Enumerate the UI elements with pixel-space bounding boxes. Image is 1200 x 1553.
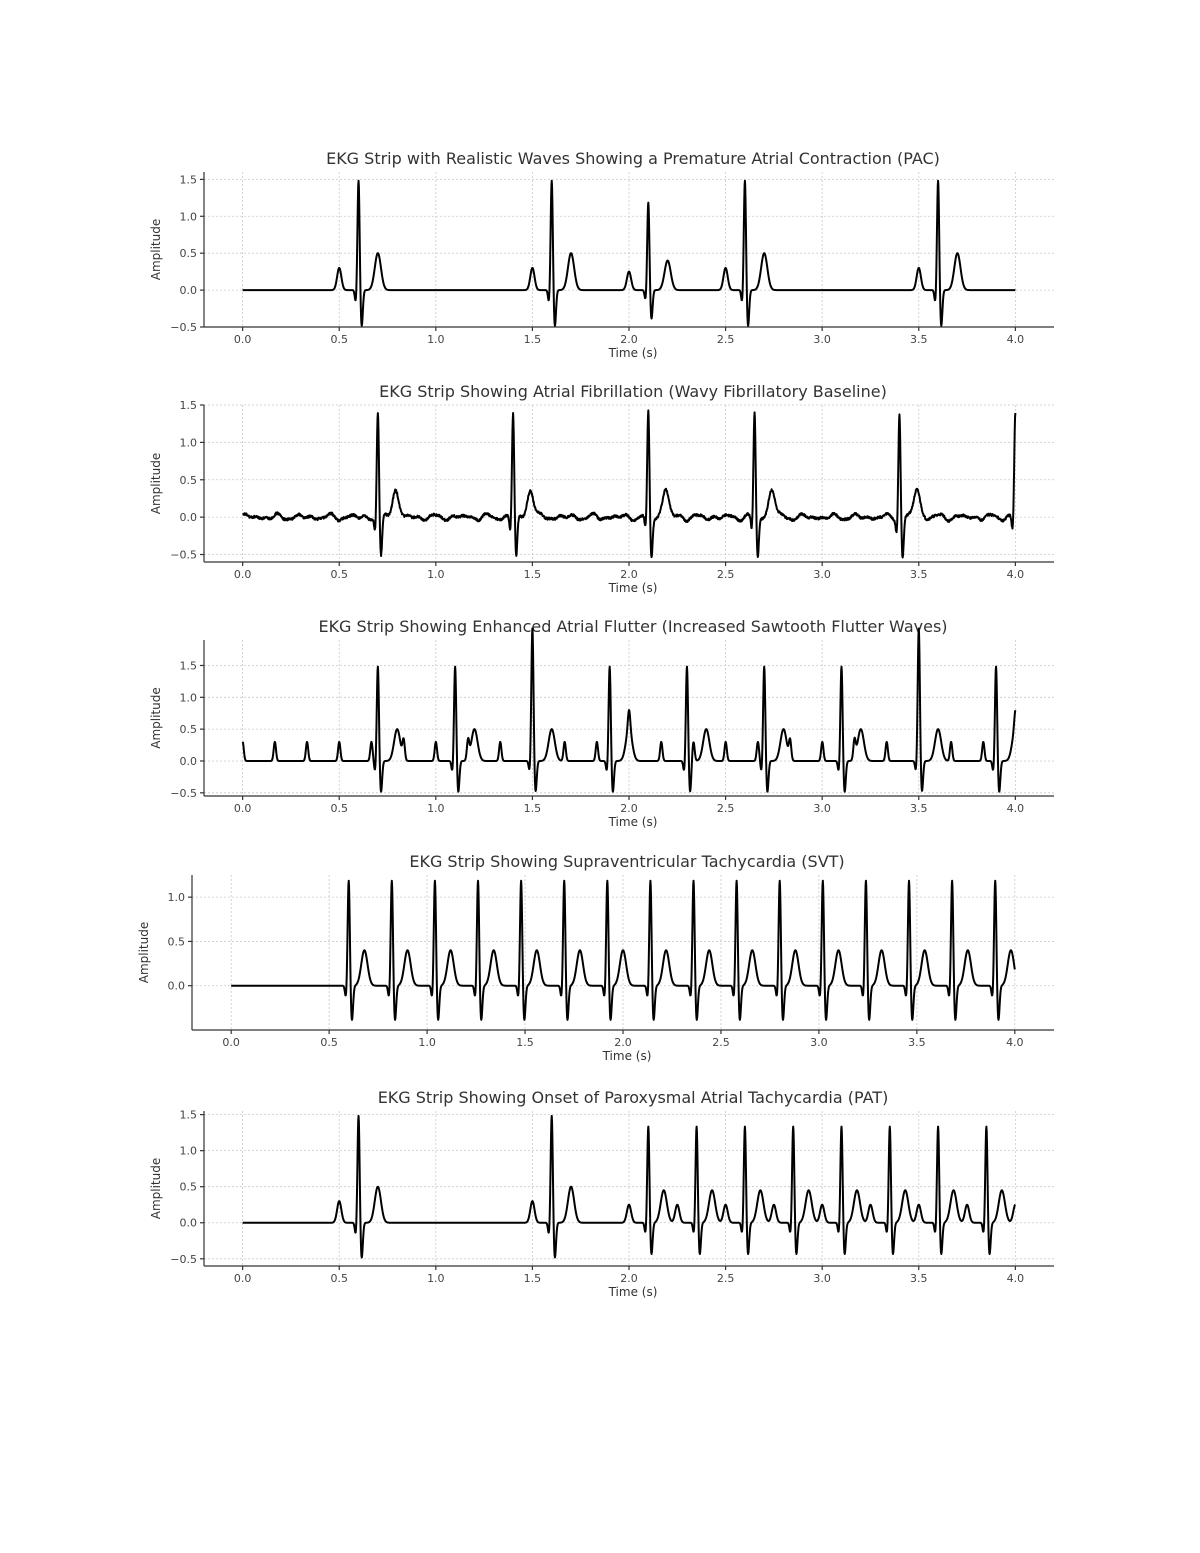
chart-title: EKG Strip Showing Onset of Paroxysmal Atrial Tachycardia (PAT) — [377, 1088, 889, 1107]
x-tick-label: 3.0 — [810, 1036, 828, 1049]
ekg-trace — [243, 410, 1016, 557]
x-tick-label: 0.5 — [330, 333, 348, 346]
x-tick-label: 1.5 — [523, 333, 542, 346]
chart-title: EKG Strip with Realistic Waves Showing a Premature Atrial Contraction (PAC) — [326, 149, 940, 168]
x-tick-label: 2.0 — [620, 333, 638, 346]
x-tick-label: 1.5 — [523, 1272, 542, 1285]
x-tick-label: 2.0 — [620, 1272, 638, 1285]
x-tick-label: 0.0 — [233, 1272, 252, 1285]
x-tick-label: 2.0 — [620, 568, 638, 581]
x-tick-label: 3.0 — [813, 1272, 831, 1285]
y-tick-label: 1.0 — [167, 891, 185, 905]
y-tick-label: 0.0 — [179, 1216, 197, 1230]
y-tick-label: 0.0 — [179, 511, 197, 525]
x-tick-label: 0.0 — [233, 802, 252, 815]
y-tick-label: 1.5 — [179, 1108, 197, 1122]
x-tick-label: 0.0 — [233, 333, 252, 346]
y-tick-label: 1.5 — [179, 659, 197, 673]
x-tick-label: 3.5 — [910, 333, 928, 346]
x-tick-label: 1.5 — [523, 802, 542, 815]
y-tick-label: −0.5 — [170, 321, 197, 334]
x-tick-label: 2.5 — [716, 802, 735, 815]
x-tick-label: 2.5 — [716, 568, 735, 581]
x-tick-label: 3.5 — [910, 568, 928, 581]
x-axis-label: Time (s) — [608, 346, 658, 360]
x-tick-label: 4.0 — [1006, 1036, 1024, 1049]
chart-1 — [149, 149, 1054, 360]
x-tick-label: 0.5 — [330, 802, 348, 815]
x-tick-label: 0.5 — [320, 1036, 338, 1049]
y-tick-label: 1.0 — [179, 1144, 197, 1158]
x-axis-label: Time (s) — [608, 1285, 658, 1299]
x-tick-label: 3.0 — [813, 802, 831, 815]
chart-4 — [137, 852, 1054, 1063]
y-tick-label: 0.5 — [179, 1180, 197, 1194]
y-tick-label: 0.0 — [179, 754, 197, 768]
x-tick-label: 3.5 — [910, 1272, 928, 1285]
chart-title: EKG Strip Showing Enhanced Atrial Flutter (Increased Sawtooth Flutter Waves) — [318, 617, 948, 636]
chart-title: EKG Strip Showing Supraventricular Tachycardia (SVT) — [409, 852, 845, 871]
x-tick-label: 0.0 — [222, 1036, 240, 1049]
x-axis-label: Time (s) — [602, 1049, 652, 1063]
y-tick-label: 1.5 — [179, 173, 197, 187]
y-tick-label: 0.0 — [179, 284, 197, 298]
y-axis-label: Amplitude — [149, 1157, 163, 1220]
x-tick-label: 4.0 — [1006, 1272, 1025, 1285]
chart-5 — [149, 1088, 1054, 1299]
y-tick-label: 1.5 — [179, 399, 197, 412]
x-tick-label: 4.0 — [1006, 333, 1025, 346]
x-tick-label: 4.0 — [1006, 568, 1025, 581]
chart-title: EKG Strip Showing Atrial Fibrillation (Wavy Fibrillatory Baseline) — [379, 382, 887, 401]
y-tick-label: −0.5 — [170, 548, 197, 562]
x-tick-label: 1.0 — [427, 333, 445, 346]
x-tick-label: 2.5 — [716, 333, 735, 346]
x-tick-label: 2.0 — [620, 802, 638, 815]
x-tick-label: 3.0 — [813, 568, 831, 581]
x-axis-label: Time (s) — [608, 815, 658, 829]
x-tick-label: 2.5 — [712, 1036, 730, 1049]
x-tick-label: 1.0 — [427, 802, 445, 815]
chart-3 — [149, 617, 1054, 829]
x-tick-label: 1.5 — [523, 568, 542, 581]
x-tick-label: 1.0 — [427, 1272, 445, 1285]
x-tick-label: 2.5 — [716, 1272, 735, 1285]
x-tick-label: 0.5 — [330, 1272, 348, 1285]
y-axis-label: Amplitude — [149, 452, 163, 515]
y-tick-label: 0.5 — [179, 473, 197, 487]
ekg-trace — [231, 881, 1015, 1020]
x-tick-label: 3.0 — [813, 333, 831, 346]
y-tick-label: 1.0 — [179, 691, 197, 705]
y-tick-label: 1.0 — [179, 210, 197, 224]
y-tick-label: 0.5 — [179, 723, 197, 737]
y-tick-label: 0.5 — [179, 247, 197, 261]
x-tick-label: 2.0 — [614, 1036, 632, 1049]
x-tick-label: 0.5 — [330, 568, 348, 581]
x-tick-label: 1.5 — [516, 1036, 534, 1049]
y-tick-label: −0.5 — [170, 1252, 197, 1266]
y-tick-label: 1.0 — [179, 436, 197, 450]
x-tick-label: 4.0 — [1006, 802, 1025, 815]
x-tick-label: 0.0 — [233, 568, 252, 581]
x-tick-label: 1.0 — [427, 568, 445, 581]
chart-2 — [149, 382, 1054, 595]
x-axis-label: Time (s) — [608, 581, 658, 595]
y-tick-label: 0.5 — [167, 935, 185, 949]
y-axis-label: Amplitude — [137, 921, 151, 984]
x-tick-label: 3.5 — [908, 1036, 926, 1049]
y-axis-label: Amplitude — [149, 687, 163, 749]
x-tick-label: 3.5 — [910, 802, 928, 815]
x-tick-label: 1.0 — [418, 1036, 436, 1049]
y-tick-label: 0.0 — [167, 979, 185, 993]
y-axis-label: Amplitude — [149, 218, 163, 281]
y-tick-label: −0.5 — [170, 786, 197, 800]
